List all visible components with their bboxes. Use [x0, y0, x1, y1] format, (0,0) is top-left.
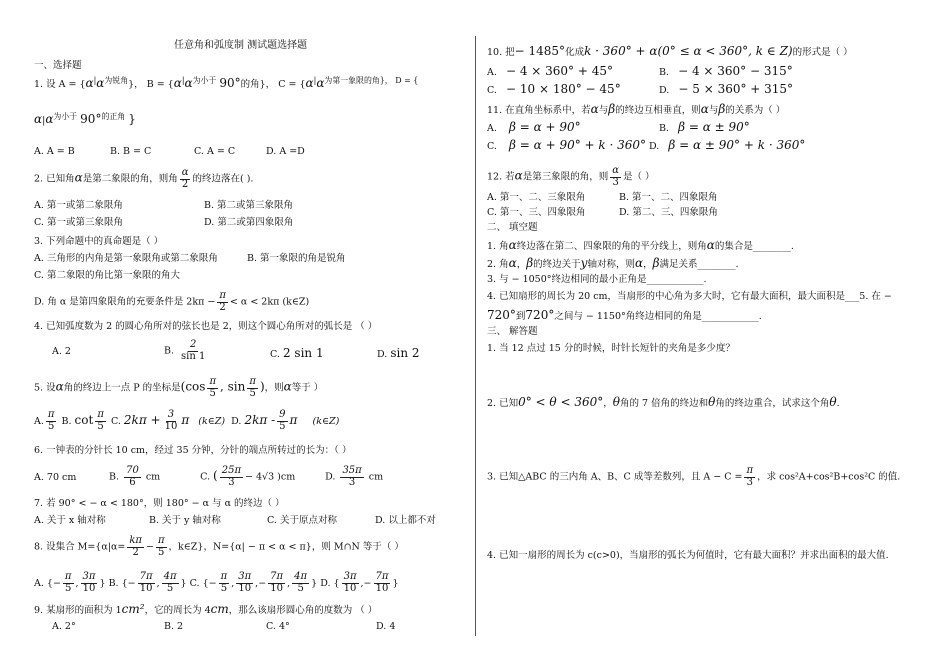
q9-option-d[interactable]: D. 4 — [376, 621, 396, 632]
fraction: $\frac{\pi}{3}$ — [746, 465, 754, 488]
question-12: 12. 若α是第三象限的角，则 $\frac{\alpha}{3}$ 是（ ） — [487, 165, 655, 188]
question-3: 3. 下列命题中的真命题是（ ） — [34, 236, 164, 247]
question-6: 6. 一钟表的分针长 10 cm，经过 35 分钟，分针的端点所转过的长为：（ ） — [34, 445, 352, 456]
fraction: $\frac{7\pi}{10}$ — [375, 571, 389, 594]
q3-option-a[interactable]: A. 三角形的内角是第一象限角或第二象限角 — [34, 253, 218, 264]
question-4: 4. 已知弧度数为 2 的圆心角所对的弦长也是 2，则这个圆心角所对的弧长是 （ ） — [34, 321, 378, 332]
solve-question-3: 3. 已知△ABC 的三内角 A、B、C 成等差数列，且 A − C = $\frac{\pi}{3}$ ，求 cos²A+cos²B+cos²C 的值. — [487, 465, 901, 488]
q5-option-b[interactable]: B. cot $\frac{\pi}{5}$ — [61, 409, 104, 432]
fraction: $\frac{25\pi}{3}$ — [221, 465, 242, 488]
q12-option-a[interactable]: A. 第一、二、三象限角 — [487, 192, 586, 203]
fraction: $\frac{70}{6}$ — [126, 465, 139, 488]
fraction: $\frac{k\pi}{2}$ — [129, 535, 142, 558]
fraction: $\frac{\alpha}{2}$ — [181, 167, 189, 190]
q1-option-b[interactable]: B. B = C — [110, 146, 152, 157]
q7-option-a[interactable]: A. 关于 x 轴对称 — [34, 515, 106, 526]
q3-option-c[interactable]: C. 第二象限的角比第一象限的角大 — [34, 270, 180, 281]
question-1-options — [34, 146, 305, 157]
fraction: $\frac{\pi}{5}$ — [64, 571, 72, 594]
q9-option-a[interactable]: A. 2° — [52, 621, 76, 632]
question-11: 11. 在直角坐标系中，若α与β的终边互相垂直，则α与β的关系为（ ） — [487, 102, 786, 116]
fraction: $\frac{3}{10}$ — [164, 409, 178, 432]
q12-option-c[interactable]: C. 第一、三、四象限角 — [487, 207, 586, 218]
q10-option-b[interactable]: B. − 4 × 360° − 315° — [659, 64, 793, 78]
fraction: $\frac{9}{5}$ — [279, 409, 286, 432]
question-5: 5. 设α角的终边上一点 P 的坐标是(cos $\frac{\pi}{5}$ , sin $\frac{\pi}{5}$ )，则α等于 ） — [34, 376, 324, 399]
section-solve-heading: 三、 解答题 — [487, 326, 538, 337]
fraction: $\frac{35\pi}{3}$ — [342, 465, 362, 488]
q2-option-c[interactable]: C. 第一或第三象限角 — [34, 217, 123, 228]
fraction: $\frac{2}{\sin 1}$ — [181, 339, 206, 362]
q4-option-a[interactable]: A. 2 — [52, 346, 71, 357]
question-2: 2. 已知角α是第二象限的角，则角 $\frac{\alpha}{2}$ 的终边落在( ). — [34, 167, 254, 190]
q5-option-a[interactable]: A. $\frac{\pi}{5}$ — [34, 409, 55, 432]
q9-option-b[interactable]: B. 2 — [164, 621, 184, 632]
page-title: 任意角和弧度制 测试题选择题 — [174, 40, 308, 51]
section-choice-heading: 一、选择题 — [34, 60, 82, 71]
q12-option-b[interactable]: B. 第一、二、四象限角 — [619, 192, 718, 203]
q10-option-c[interactable]: C. − 10 × 180° − 45° — [487, 82, 621, 96]
q11-option-c[interactable]: C. β = α + 90° + k · 360° — [487, 138, 647, 152]
q8-option-a[interactable]: A. {− $\frac{\pi}{5}$ , $\frac{3\pi}{10}$ } — [34, 571, 106, 594]
fill-question-1: 1. 角α终边落在第二、四象限的角的平分线上，则角α的集合是________. — [487, 238, 794, 252]
solve-question-2: 2. 已知0° < θ < 360°，θ角的 7 倍角的终边和θ角的终边重合，试求这个角θ. — [487, 395, 840, 409]
q12-option-d[interactable]: D. 第二、三、四象限角 — [619, 207, 718, 218]
question-7: 7. 若 90° < − α < 180°，则 180° − α 与 α 的终边（ ） — [34, 498, 285, 509]
question-8-options — [34, 572, 399, 594]
q8-option-b[interactable]: B. {− $\frac{7\pi}{10}$ , $\frac{4\pi}{5}$ } — [108, 571, 187, 594]
question-9-options — [52, 621, 395, 632]
fill-question-2: 2. 角α，β的终边关于y轴对称，则α，β满足关系________. — [487, 256, 739, 270]
q1-option-a[interactable]: A. A = B — [34, 146, 75, 157]
q1-option-c[interactable]: C. A = C — [194, 146, 236, 157]
fraction: $\frac{\pi}{5}$ — [249, 376, 256, 399]
q7-option-d[interactable]: D. 以上都不对 — [375, 515, 436, 526]
q4-option-d[interactable]: D. sin 2 — [377, 346, 420, 360]
fraction: $\frac{7\pi}{10}$ — [139, 571, 153, 594]
question-1: 1. 设 $A = \{\alpha^|\alpha^{为锐角}\}$， $B = \{\alpha^|\alpha^{为小于}$ 90°的角}， $C = \{\alpha^|\alpha^{为第一象限的角\}, D = \{}$ — [34, 76, 419, 91]
q10-option-d[interactable]: D. − 5 × 360° + 315° — [659, 82, 794, 96]
question-6-options — [34, 466, 383, 488]
fraction: $\frac{\pi}{5}$ — [157, 535, 165, 558]
question-7-options — [34, 515, 436, 526]
fraction: $\frac{3\pi}{10}$ — [238, 571, 252, 594]
solve-question-1: 1. 当 12 点过 15 分的时候，时针长短针的夹角是多少度？ — [487, 343, 735, 354]
fraction: $\frac{4\pi}{5}$ — [163, 571, 177, 594]
q5-option-c[interactable]: C. 2kπ + $\frac{3}{10}$ π (k∈Z) — [110, 409, 226, 432]
column-divider — [475, 36, 476, 636]
q3-option-b[interactable]: B. 第一象限的角是锐角 — [247, 253, 346, 264]
fraction: $\frac{\pi}{5}$ — [209, 376, 217, 399]
q1-option-d[interactable]: D. A =D — [266, 146, 305, 157]
fill-question-3: 3. 与 − 1050°终边相同的最小正角是____________. — [487, 274, 707, 285]
section-fill-heading: 二、 填空题 — [487, 222, 538, 233]
fraction: $\frac{4\pi}{5}$ — [294, 571, 308, 594]
fill-question-4: 4. 已知扇形的周长为 20 cm，当扇形的中心角为多大时，它有最大面积，最大面积是___5. 在 − — [487, 291, 892, 302]
fraction: $\frac{\pi}{2}$ — [219, 290, 226, 313]
q6-option-a[interactable]: A. 70 cm — [34, 471, 77, 483]
q4-option-c[interactable]: C. 2 sin 1 — [270, 346, 324, 360]
question-9: 9. 某扇形的面积为 1cm²，它的周长为 4cm，那么该扇形圆心角的度数为 （ ） — [34, 602, 378, 616]
fill-question-5: 720°到720°之间与 − 1150°角终边相同的角是____________. — [487, 308, 762, 322]
q11-option-d[interactable]: D. β = α ± 90° + k · 360° — [649, 138, 806, 152]
q10-option-a[interactable]: A. − 4 × 360° + 45° — [487, 64, 613, 78]
q11-option-a[interactable]: A. β = α + 90° — [487, 120, 581, 134]
question-5-options — [34, 410, 339, 432]
q8-option-c[interactable]: C. {− $\frac{\pi}{5}$ , $\frac{3\pi}{10}$ ,− $\frac{7\pi}{10}$ , $\frac{4\pi}{5}$ } — [189, 571, 318, 594]
solve-question-4: 4. 已知一扇形的周长为 c(c>0)，当扇形的弧长为何值时，它有最大面积？并求出面积的最大值. — [487, 550, 889, 561]
q6-option-b[interactable]: B. $\frac{70}{6}$ cm — [109, 465, 161, 488]
q6-option-c[interactable]: C. ( $\frac{25\pi}{3}$ − 4√3 )cm — [200, 465, 296, 488]
q4-option-b[interactable]: B. $\frac{2}{\sin 1}$ — [164, 339, 206, 362]
q6-option-d[interactable]: D. $\frac{35\pi}{3}$ cm — [325, 465, 384, 488]
fraction: $\frac{7\pi}{10}$ — [270, 571, 284, 594]
fraction: $\frac{\pi}{5}$ — [47, 409, 55, 432]
fraction: $\frac{\alpha}{3}$ — [612, 165, 620, 188]
fraction: $\frac{\pi}{5}$ — [97, 409, 104, 432]
q7-option-c[interactable]: C. 关于原点对称 — [267, 515, 337, 526]
fraction: $\frac{3\pi}{10}$ — [82, 571, 96, 594]
q11-option-b[interactable]: B. β = α ± 90° — [659, 120, 750, 134]
q3-option-d[interactable]: D. 角 α 是第四象限角的充要条件是 2kπ − $\frac{\pi}{2}$ < α < 2kπ (k∈Z) — [34, 290, 310, 313]
q9-option-c[interactable]: C. 4° — [266, 621, 290, 632]
q2-option-b[interactable]: B. 第二或第三象限角 — [204, 200, 294, 211]
q2-option-a[interactable]: A. 第一或第二象限角 — [34, 200, 123, 211]
q8-option-d[interactable]: D. { $\frac{3\pi}{10}$ ,− $\frac{7\pi}{10}$ } — [320, 571, 399, 594]
q2-option-d[interactable]: D. 第二或第四象限角 — [204, 217, 294, 228]
q5-option-d[interactable]: D. 2kπ - $\frac{9}{5}$ π (k∈Z) — [231, 409, 340, 432]
question-8: 8. 设集合 M={α|α= $\frac{k\pi}{2}$ − $\frac{\pi}{5}$ ，k∈Z}，N={α| − π < α < π}，则 M∩N 等于（ ） — [34, 535, 404, 558]
question-10: 10. 把− 1485°化成k · 360° + α(0° ≤ α < 360°, k ∈ Z)的形式是（ ） — [487, 44, 853, 58]
fraction: $\frac{\pi}{5}$ — [220, 571, 228, 594]
question-1-continued: $\alpha|\alpha^{为小于}$ 90°$^{的正角}$ } — [34, 112, 136, 127]
q7-option-b[interactable]: B. 关于 y 轴对称 — [149, 515, 221, 526]
fraction: $\frac{3\pi}{10}$ — [343, 571, 357, 594]
